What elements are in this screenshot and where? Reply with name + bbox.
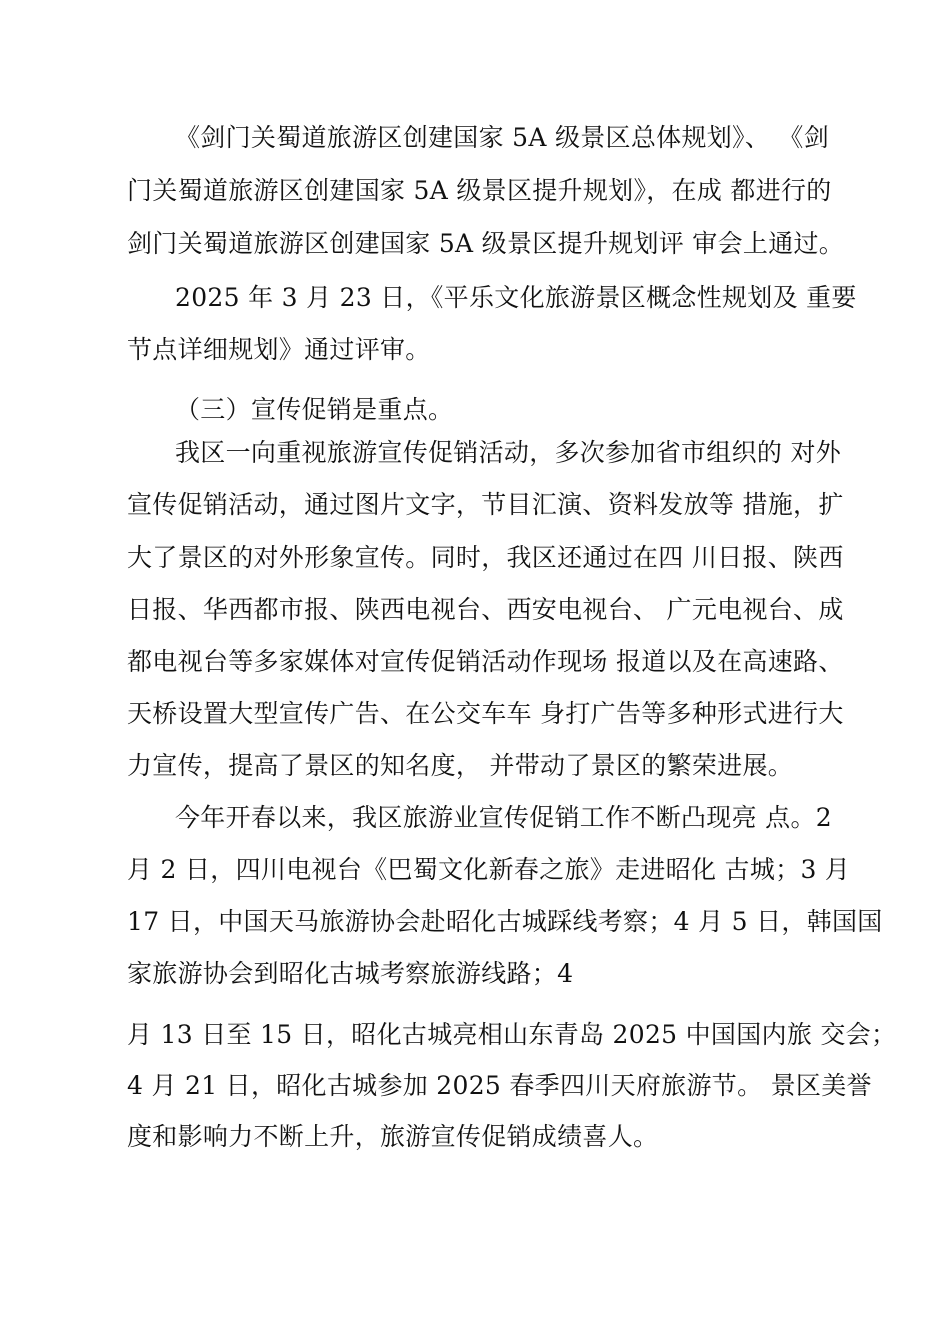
text-line: 度和影响力不断上升，旅游宣传促销成绩喜人。 — [127, 1122, 659, 1151]
text-line: 月 13 日至 15 日，昭化古城亮相山东青岛 2025 中国国内旅 交会； — [127, 1020, 897, 1049]
text-line: 今年开春以来，我区旅游业宣传促销工作不断凸现亮 点。2 — [175, 803, 832, 832]
text-line: 宣传促销活动，通过图片文字，节目汇演、资料发放等 措施，扩 — [127, 490, 844, 519]
text-line: 月 2 日，四川电视台《巴蜀文化新春之旅》走进昭化 古城；3 月 — [127, 855, 851, 884]
text-line: 2025 年 3 月 23 日，《平乐文化旅游景区概念性规划及 重要 — [175, 283, 857, 312]
text-line: 剑门关蜀道旅游区创建国家 5A 级景区提升规划评 审会上通过。 — [127, 229, 845, 258]
text-line: 日报、华西都市报、陕西电视台、西安电视台、 广元电视台、成 — [127, 595, 844, 624]
text-line: 门关蜀道旅游区创建国家 5A 级景区提升规划》，在成 都进行的 — [127, 176, 832, 205]
text-line: 天桥设置大型宣传广告、在公交车车 身打广告等多种形式进行大 — [127, 699, 844, 728]
text-line: 节点详细规划》通过评审。 — [127, 335, 431, 364]
text-line: 大了景区的对外形象宣传。同时，我区还通过在四 川日报、陕西 — [127, 543, 844, 572]
text-line: 我区一向重视旅游宣传促销活动，多次参加省市组织的 对外 — [175, 438, 842, 467]
text-line: 17 日，中国天马旅游协会赴昭化古城踩线考察；4 月 5 日，韩国国 — [127, 907, 883, 936]
text-line: 力宣传，提高了景区的知名度， 并带动了景区的繁荣进展。 — [127, 751, 794, 780]
text-line: 《剑门关蜀道旅游区创建国家 5A 级景区总体规划》、 《剑 — [175, 123, 830, 152]
text-line: 家旅游协会到昭化古城考察旅游线路；4 — [127, 959, 574, 988]
text-line: 都电视台等多家媒体对宣传促销活动作现场 报道以及在高速路、 — [127, 647, 844, 676]
text-line: 4 月 21 日，昭化古城参加 2025 春季四川天府旅游节。 景区美誉 — [127, 1071, 872, 1100]
section-heading: （三）宣传促销是重点。 — [175, 395, 454, 424]
